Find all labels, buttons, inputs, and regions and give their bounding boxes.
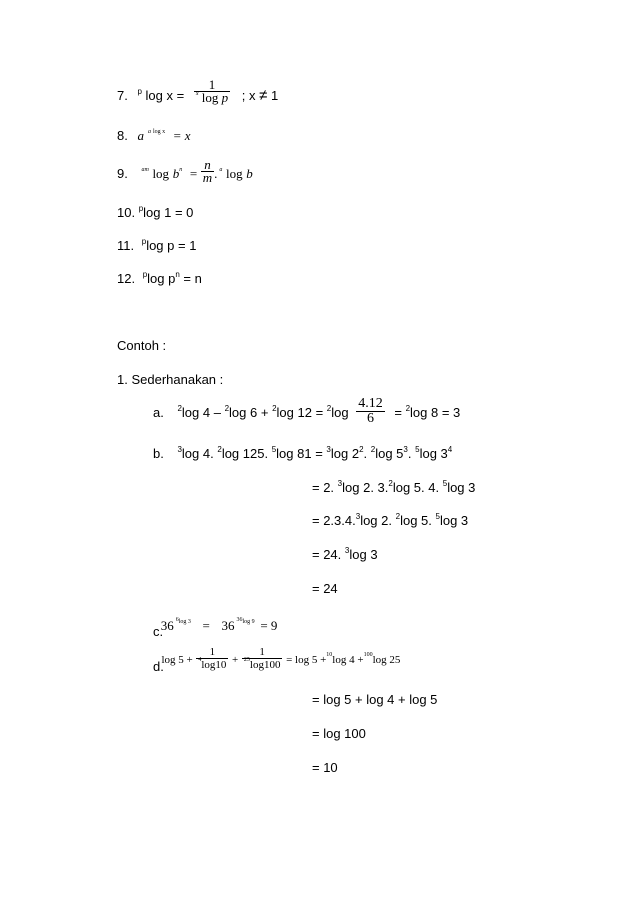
term: .: [407, 446, 412, 461]
fraction-numerator: 1: [242, 646, 283, 659]
exercise-b-step-4: [312, 547, 378, 565]
term: log 12 =: [276, 405, 324, 420]
exponent-log: log 3: [178, 619, 191, 625]
exercise-d: [153, 642, 400, 679]
exponent: [237, 619, 255, 625]
rhs: = x: [172, 128, 191, 143]
expression: log p: [147, 271, 176, 286]
term: log 8 = 3: [410, 405, 461, 420]
term: log 2: [330, 446, 360, 461]
exponent-base: 36: [236, 617, 243, 623]
property-number: 9.: [117, 166, 128, 181]
term: log 2. 3.: [342, 480, 389, 495]
term: log 2.: [360, 513, 392, 528]
fraction-numerator: 1: [196, 646, 228, 659]
den-superscript: 25: [243, 657, 250, 664]
property-number: 10.: [117, 205, 136, 220]
base-36: 36: [221, 618, 235, 633]
exercise-d-step-2: = log 5 + log 4 + log 5: [312, 692, 438, 707]
exponent: [176, 619, 191, 625]
base-sup: 2: [395, 512, 401, 521]
term: = 2.: [312, 480, 335, 495]
base-sup: 2: [272, 404, 277, 413]
fraction: [201, 159, 214, 184]
base-sup: 2: [405, 404, 411, 413]
term: log 3: [439, 513, 469, 528]
term: log 125.: [221, 446, 269, 461]
den-var: p: [221, 89, 229, 105]
term: log 3: [349, 547, 378, 562]
not-equal-sign: ≠: [259, 87, 268, 104]
term: .: [363, 446, 368, 461]
property-11: [117, 238, 196, 256]
expression: log 1 = 0: [143, 205, 194, 220]
term: log 4 –: [181, 405, 221, 420]
base-sup: 2: [370, 445, 376, 454]
property-9: [117, 157, 253, 191]
base-sup: 2: [224, 404, 230, 413]
rhs: = log 5 +: [286, 654, 327, 666]
equals: =: [189, 166, 198, 181]
base-sup: 5: [435, 512, 440, 521]
log-text-2: log: [226, 166, 243, 181]
rhs: = 9: [260, 618, 278, 633]
fraction: [194, 76, 230, 107]
expression: log x =: [145, 88, 185, 103]
base-sup: 3: [355, 512, 361, 521]
a-superscript: a: [219, 167, 223, 173]
exponent: 4: [447, 445, 453, 454]
exponent-superscript: a: [147, 129, 151, 135]
fraction-denominator: 6: [366, 411, 374, 427]
term: = 24.: [312, 547, 342, 562]
exercise-d-result: = 10: [312, 760, 338, 775]
exponent: log x: [152, 129, 166, 135]
base-sup: 2: [217, 445, 222, 454]
exponent: 2: [359, 445, 364, 454]
exercise-a: [153, 398, 460, 430]
example-heading: Contoh :: [117, 338, 167, 353]
den-text: log10: [201, 659, 227, 672]
base-superscript: p: [142, 270, 148, 279]
log-text: log: [152, 166, 170, 181]
base-m: m: [144, 167, 149, 173]
exercise-b-step-3: [312, 513, 468, 531]
base-sup: 100: [363, 652, 373, 658]
expression-rhs: = n: [179, 271, 202, 286]
item-label: d.: [153, 659, 164, 674]
condition: ; x: [241, 88, 256, 103]
term: log 3: [419, 446, 448, 461]
fraction-denominator: [242, 659, 283, 673]
property-8: [117, 128, 191, 147]
exercise-d-step-3: = log 100: [312, 726, 366, 741]
term: log: [331, 405, 349, 420]
term: log 5: [375, 446, 404, 461]
base-a: a: [141, 167, 145, 173]
fraction-numerator: 1: [194, 79, 230, 92]
fraction-numerator: 4.12: [358, 396, 383, 412]
dot: .: [214, 166, 218, 181]
var-b-2: b: [246, 166, 253, 181]
fraction-2: [242, 646, 283, 673]
exercise-b-step-2: [312, 480, 475, 498]
property-number: 12.: [117, 271, 136, 286]
base-36: 36: [160, 618, 174, 633]
exponent-log: log 9: [242, 619, 255, 625]
term: log 5.: [400, 513, 432, 528]
property-number: 8.: [117, 128, 128, 143]
exercise-b-result: = 24: [312, 581, 338, 596]
base-sup: 2: [326, 404, 332, 413]
property-number: 7.: [117, 88, 128, 103]
fraction-denominator: [194, 89, 230, 107]
term: log 5. 4.: [392, 480, 440, 495]
exercise-1-label: 1. Sederhanakan :: [117, 372, 224, 387]
exponent-base: 6: [175, 617, 179, 623]
term: log 4.: [181, 446, 214, 461]
base-sup: 5: [442, 479, 448, 488]
rhs: log 25: [372, 654, 401, 666]
plus: +: [232, 654, 239, 666]
term: =: [394, 405, 402, 420]
term: log 81 =: [276, 446, 323, 461]
item-label: a.: [153, 405, 164, 420]
property-10: [117, 205, 193, 223]
base-superscript: p: [141, 237, 147, 246]
expression: log p = 1: [146, 238, 197, 253]
base-sup: 3: [326, 445, 331, 454]
exponent-n: n: [175, 270, 180, 279]
exponent: 3: [403, 445, 408, 454]
fraction-numerator: n: [201, 159, 214, 172]
base-sup: 10: [326, 652, 333, 658]
var-b: b: [172, 166, 180, 181]
exercise-b: [153, 446, 452, 464]
item-label: c.: [153, 624, 164, 639]
item-label: b.: [153, 446, 164, 461]
den-superscript: 4: [198, 657, 202, 664]
base-sup: 3: [337, 479, 343, 488]
equals: =: [202, 618, 210, 633]
fraction-denominator: [196, 659, 228, 673]
base-superscript: [141, 167, 148, 173]
term: log 5 +: [161, 654, 193, 666]
fraction: [356, 397, 385, 426]
base-sup: 2: [177, 404, 182, 413]
base-sup: 3: [177, 445, 182, 454]
rhs: log 4 +: [332, 654, 364, 666]
den-log: log: [201, 89, 219, 105]
condition-value: 1: [270, 88, 279, 103]
base-sup: 5: [415, 445, 420, 454]
fraction-1: [196, 646, 228, 673]
term: = 2.3.4.: [312, 513, 356, 528]
fraction-denominator: m: [202, 170, 213, 186]
base-sup: 2: [388, 479, 393, 488]
base-superscript: p: [137, 87, 142, 96]
den-text: log100: [249, 659, 281, 672]
term: log 3: [447, 480, 476, 495]
exp-n: n: [179, 167, 183, 173]
exercise-c: [153, 613, 277, 642]
base-sup: 3: [344, 546, 350, 555]
property-number: 11.: [117, 238, 135, 253]
base-a: a: [137, 128, 144, 143]
base-superscript: p: [138, 204, 144, 213]
base-sup: 5: [271, 445, 277, 454]
den-superscript: x: [195, 90, 199, 97]
term: log 6 +: [229, 405, 269, 420]
property-12: [117, 271, 202, 289]
property-7: [117, 76, 279, 112]
